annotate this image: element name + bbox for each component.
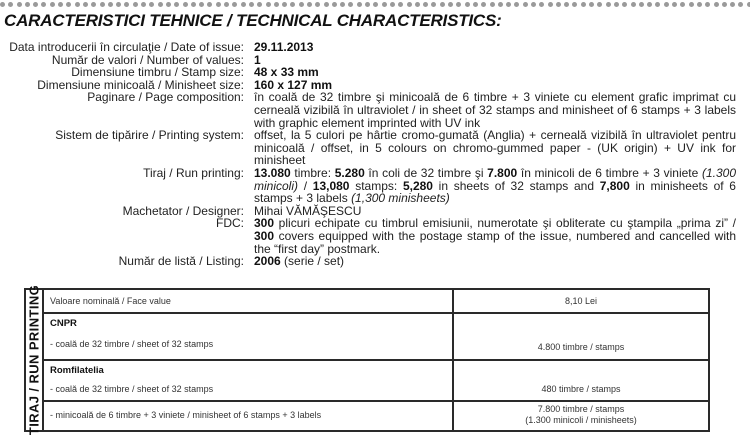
divider-dot [539,2,544,7]
divider-dot [465,2,470,7]
divider-dot [589,2,594,7]
run-sheets-en: 5,280 [402,178,433,193]
run-text: în minicoli de 6 timbre + 3 viniete [517,165,702,180]
divider-dot [398,2,403,7]
table-cell-value [454,402,708,430]
divider-dot [705,2,710,7]
run-sheets-ro: 5.280 [334,165,365,180]
divider-dot [481,2,486,7]
table-row-cnpr [44,314,708,361]
table-cell-label: - minicoală de 6 timbre + 3 viniete / minisheet of 6 stamps + 3 labels [44,402,454,430]
listing-number: 2006 [254,254,281,269]
divider-dot [655,2,660,7]
fdc-count-ro: 300 [254,216,275,231]
spec-label: Dimensiune timbru / Stamp size: [71,65,244,80]
run-total-en: 13,080 [312,178,350,193]
table-cell-value: 8,10 Lei [564,296,598,306]
spec-label: Data introducerii în circulaţie / Date of issue: [9,40,244,54]
divider-dot [232,2,237,7]
divider-dot [672,2,677,7]
divider-dot [448,2,453,7]
table-cell-label: Valoare nominală / Face value [44,290,454,312]
divider-dot [141,2,146,7]
divider-dot [174,2,179,7]
spec-row-stamp-size [0,66,750,79]
spec-row-printing-system [0,129,750,167]
table-side-label [26,284,44,436]
run-text: stamps: [349,178,403,193]
side-label-text: TIRAJ / RUN PRINTING [26,284,42,436]
divider-dot [556,2,561,7]
divider-dot [0,2,5,7]
divider-dot [564,2,569,7]
divider-dot [423,2,428,7]
spec-value [254,255,736,268]
divider-dot [75,2,80,7]
divider-dot [274,2,279,7]
spec-value: Mihai VĂMĂŞESCU [254,203,362,218]
divider-dot [149,2,154,7]
divider-dot [431,2,436,7]
divider-dot [340,2,345,7]
divider-dot [689,2,694,7]
spec-value: 160 x 127 mm [254,77,333,92]
divider-dot [66,2,71,7]
divider-dot [597,2,602,7]
table-cell-label [44,314,454,359]
divider-dot [249,2,254,7]
spec-label: Machetator / Designer: [122,203,244,218]
divider-dot [83,2,88,7]
spec-label: Sistem de tipărire / Printing system: [55,128,244,143]
divider-dot [257,2,262,7]
divider-dot [531,2,536,7]
divider-dot [17,2,22,7]
divider-dot [456,2,461,7]
spec-value: offset, la 5 culori pe hârtie cromo-gumată (Anglia) + cerneală vizibilă în ultraviolet pentru minicoală / offset, in 5 colours on chromo-gummed paper - (UK origin) + UV ink for minisheet [254,128,736,168]
spec-value [254,167,736,205]
spec-row-run-printing [0,167,750,205]
divider-dot [191,2,196,7]
spec-row-fdc [0,217,750,255]
divider-dot [738,2,743,7]
fdc-text: plicuri echipate cu timbrul emisiunii, numerotate şi obliterate cu ştampila „prima zi” / [274,216,736,231]
divider-dot [307,2,312,7]
spec-label: Dimensiune minicoală / Minisheet size: [37,77,244,92]
divider-dot [124,2,129,7]
divider-dot [100,2,105,7]
divider-dot [33,2,38,7]
divider-dot [357,2,362,7]
divider-dot [506,2,511,7]
spec-row-page-composition [0,91,750,129]
group-heading: CNPR [50,318,77,329]
divider-dot [41,2,46,7]
listing-suffix: (serie / set) [280,254,345,269]
divider-dot [166,2,171,7]
spec-label: Paginare / Page composition: [87,90,244,105]
dotted-divider [0,1,750,9]
divider-dot [581,2,586,7]
divider-dot [622,2,627,7]
divider-dot [440,2,445,7]
technical-specs [0,41,750,268]
divider-dot [91,2,96,7]
divider-dot [473,2,478,7]
divider-dot [614,2,619,7]
divider-dot [108,2,113,7]
divider-dot [606,2,611,7]
divider-dot [216,2,221,7]
fdc-text: covers equipped with the postage stamp of the issue, numbered and cancelled with the “first day” postmark. [254,228,736,256]
divider-dot [697,2,702,7]
table-row-face-value [44,290,708,314]
run-text: în coli de 32 timbre şi [364,165,488,180]
divider-dot [680,2,685,7]
item-label: - coală de 32 timbre / sheet of 32 stamps [50,384,214,395]
page-title: CARACTERISTICI TEHNICE / TECHNICAL CHARACTERISTICS: [4,11,502,30]
divider-dot [116,2,121,7]
spec-label: Număr de listă / Listing: [118,254,244,269]
divider-dot [390,2,395,7]
divider-dot [324,2,329,7]
spec-row-date [0,41,750,54]
divider-dot [183,2,188,7]
table-cell-value: 4.800 timbre / stamps [537,342,625,352]
table-cell-label [44,361,454,400]
run-text: timbre: [290,165,335,180]
divider-dot [722,2,727,7]
divider-dot [498,2,503,7]
divider-dot [514,2,519,7]
divider-dot [299,2,304,7]
run-printing-table [24,284,710,436]
divider-dot [224,2,229,7]
divider-dot [382,2,387,7]
item-label: - coală de 32 timbre / sheet of 32 stamps [50,339,214,349]
divider-dot [315,2,320,7]
value-line: (1.300 minicoli / minisheets) [525,414,637,425]
divider-dot [348,2,353,7]
table-body [44,290,708,430]
divider-dot [290,2,295,7]
run-total-ro: 13.080 [254,165,291,180]
spec-value: în coală de 32 timbre şi minicoală de 6 timbre + 3 viniete cu element grafic imprimat cu cerneală vizibilă în ultraviolet / in sheet of 32 stamps and minisheet of 6 stamps + 3 labels with graphic element imprinted with UV ink [254,90,736,130]
divider-dot [714,2,719,7]
divider-dot [8,2,13,7]
spec-label: Număr de valori / Number of values: [51,52,244,67]
table-cell-value: 480 timbre / stamps [541,384,621,395]
divider-dot [407,2,412,7]
run-text: in sheets of 32 stamps and [432,178,600,193]
spec-value: 1 [254,52,261,67]
divider-dot [664,2,669,7]
spec-value: 29.11.2013 [254,40,314,54]
divider-dot [523,2,528,7]
table-row-minisheet [44,402,708,430]
divider-dot [266,2,271,7]
divider-dot [415,2,420,7]
divider-dot [133,2,138,7]
spec-value: 48 x 33 mm [254,65,319,80]
divider-dot [639,2,644,7]
divider-dot [199,2,204,7]
table-row-romfilatelia [44,361,708,402]
divider-dot [647,2,652,7]
divider-dot [365,2,370,7]
divider-dot [25,2,30,7]
divider-dot [730,2,735,7]
run-minisheets-count: (1,300 minisheets) [351,191,450,206]
run-minicoli-count: (1.300 minicoli) [254,165,736,193]
divider-dot [490,2,495,7]
fdc-count-en: 300 [254,228,275,243]
divider-dot [373,2,378,7]
divider-dot [241,2,246,7]
spec-label: Tiraj / Run printing: [143,165,244,180]
spec-label: FDC: [216,216,244,231]
run-text: / [298,178,313,193]
divider-dot [572,2,577,7]
value-line: 7.800 timbre / stamps [537,404,625,415]
divider-dot [548,2,553,7]
divider-dot [207,2,212,7]
divider-dot [58,2,63,7]
spec-value [254,217,736,255]
group-heading: Romfilatelia [50,365,104,377]
divider-dot [50,2,55,7]
divider-dot [282,2,287,7]
divider-dot [332,2,337,7]
divider-dot [158,2,163,7]
divider-dot [631,2,636,7]
run-minisheets-en: 7,800 [599,178,630,193]
spec-row-listing [0,255,750,268]
run-minisheets-ro: 7.800 [487,165,518,180]
run-text: in minisheets of 6 stamps + 3 labels [254,178,736,206]
